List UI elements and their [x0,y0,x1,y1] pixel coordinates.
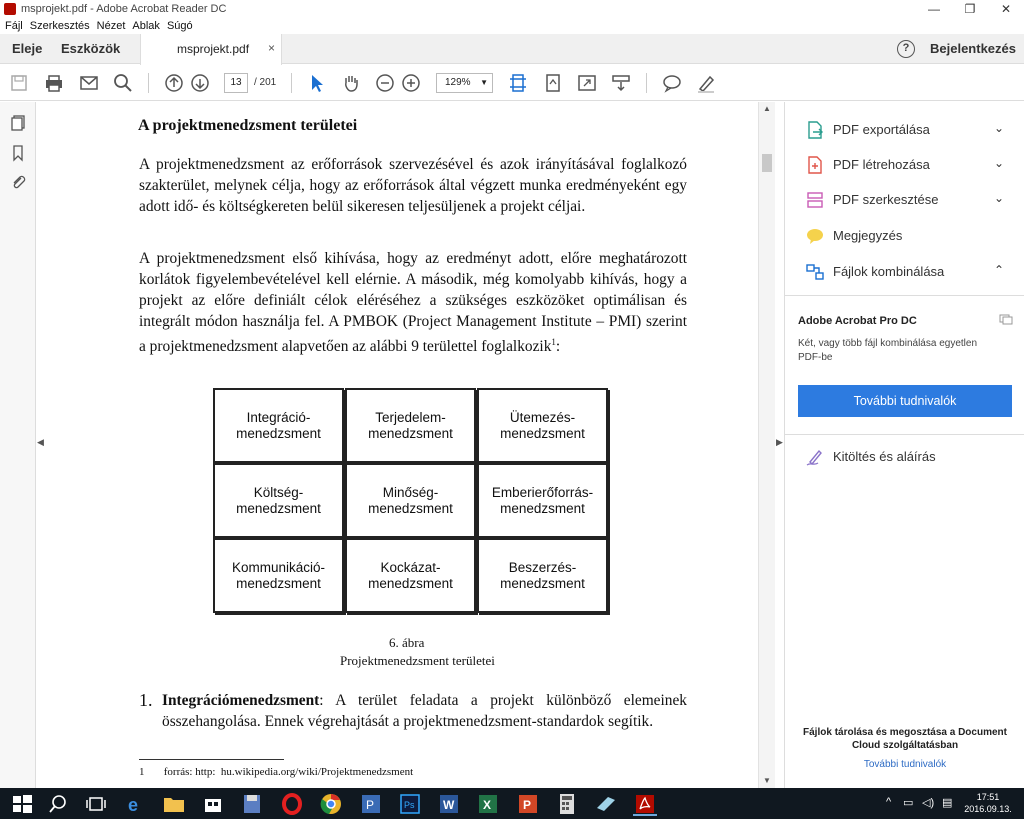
toolbar [0,65,1024,101]
svg-text:W: W [443,798,455,812]
scroll-thumb[interactable] [762,154,772,172]
document-viewer[interactable] [44,102,758,788]
help-icon[interactable]: ? [897,40,915,58]
fill-sign-item[interactable]: Kitöltés és aláírás [785,442,1024,472]
menu-file[interactable]: Fájl [5,20,23,32]
left-navigation-rail [0,102,36,788]
previous-page-icon[interactable] [163,72,185,94]
cloud-icon [999,313,1013,325]
scroll-up-icon[interactable]: ▲ [763,104,771,113]
task-view-icon[interactable] [84,792,108,816]
svg-text:P: P [523,798,532,812]
tools-pane [784,102,1024,788]
save-disk-app-icon[interactable] [240,792,264,816]
search-icon[interactable] [112,72,134,94]
calculator-icon[interactable] [555,792,579,816]
grid-cell: Kommunikáció- menedzsment [213,538,344,613]
create-pdf-icon [805,155,825,175]
zoom-value: 129% [445,77,471,88]
clock-date: 2016.09.13. [964,804,1012,814]
list-item-description: : A terület feladata a projekt különböző elemeinek összehangolása. Ennek végrehajtását a projektmenedzsment-standardok segítik. [162,692,687,730]
pro-title: Adobe Acrobat Pro DC [798,315,917,327]
tab-bar [0,34,1024,64]
zoom-in-icon[interactable] [400,72,422,94]
volume-icon[interactable]: ◁) [922,797,935,809]
title-bar [0,0,1024,18]
collapse-left-panel-icon[interactable]: ◀ [37,437,44,447]
grid-cell: Költség- menedzsment [213,463,344,538]
onenote-project-icon[interactable] [359,792,383,816]
tab-document[interactable] [140,34,282,65]
edit-pdf-item[interactable]: PDF szerkesztése ⌄ [785,185,1024,215]
page-number-input[interactable]: 13 [224,73,248,93]
attachment-icon[interactable] [9,173,27,191]
highlight-pen-icon[interactable] [695,72,717,94]
zoom-out-icon[interactable] [374,72,396,94]
network-icon[interactable]: ▭ [903,797,914,809]
pro-description: Két, vagy több fájl kombinálása egyetlen PDF-be [798,338,977,363]
combine-files-icon [805,262,825,282]
window-title: msprojekt.pdf - Adobe Acrobat Reader DC [21,3,227,15]
restore-button[interactable]: ❐ [964,2,976,16]
toolbar-divider [148,73,149,93]
store-icon[interactable] [201,792,225,816]
chevron-down-icon: ⌄ [994,156,1005,170]
export-pdf-item[interactable]: PDF exportálása ⌄ [785,115,1024,145]
svg-text:Ps: Ps [404,800,415,810]
toolbar-divider [646,73,647,93]
opera-icon[interactable] [280,792,304,816]
select-pointer-icon[interactable] [306,72,328,94]
learn-more-button[interactable]: További tudnivalók [798,385,1012,417]
login-button[interactable]: Bejelentkezés [930,41,1016,56]
word-icon[interactable] [437,792,461,816]
paragraph-2-end: : [555,338,561,356]
toolbar-divider [291,73,292,93]
chevron-up-icon: ⌃ [994,263,1005,277]
acrobat-app-icon [4,3,16,15]
comment-bubble-icon [805,226,825,246]
file-explorer-icon[interactable] [162,792,186,816]
knowledge-area-diagram [213,388,611,613]
export-pdf-icon [805,120,825,140]
grid-cell: Kockázat- menedzsment [345,538,476,613]
cloud-storage-promo: Fájlok tárolása és megosztása a Document Cloud szolgáltatásban [803,727,1007,751]
panel-divider [785,434,1024,435]
figure-caption: Projektmenedzsment területei [340,653,495,668]
section-heading: A projektmenedzsment területei [138,117,358,134]
scroll-mode-icon[interactable] [610,72,632,94]
tab-home[interactable]: Eleje [12,41,43,56]
grid-cell: Beszerzés- menedzsment [477,538,608,613]
grid-cell: Integráció- menedzsment [213,388,344,463]
excel-icon[interactable] [476,792,500,816]
zoom-select[interactable] [436,73,493,93]
photoshop-icon[interactable] [398,792,422,816]
next-page-icon[interactable] [189,72,211,94]
paragraph-2 [139,248,687,357]
svg-text:P: P [366,798,375,812]
acrobat-reader-icon[interactable] [633,792,657,816]
chevron-down-icon: ▼ [480,78,488,87]
svg-text:e: e [128,795,139,815]
bookmark-icon[interactable] [9,144,27,162]
fullscreen-icon[interactable] [576,72,598,94]
panel-divider [785,295,1024,296]
comment-icon[interactable] [661,72,683,94]
comment-item[interactable]: Megjegyzés [785,221,1024,251]
chrome-icon[interactable] [319,792,343,816]
menu-view[interactable]: Nézet [96,20,126,32]
taskbar-clock[interactable] [962,791,1014,815]
grid-cell: Ütemezés- menedzsment [477,388,608,463]
create-pdf-item[interactable]: PDF létrehozása ⌄ [785,150,1024,180]
paragraph-2-text: A projektmenedzsment első kihívása, hogy az eredményt adott, előre meghatározott korlátok figyelembevételével kell elérnie. A második, még komolyabb kihívás, hogy a projekt az előre definiált célok eléréséhez a szükséges eszközöket optimálisan és integrált módon használja fel. A PMBOK (Project Management Institute – PMI) szerint a projektmenedzsment alapvetően az alábbi 9 területtel foglalkozik [139,250,687,356]
fill-sign-pen-icon [805,447,825,467]
chevron-down-icon: ⌄ [994,121,1005,135]
page-total: / 201 [254,77,277,88]
grid-cell: Emberierőforrás- menedzsment [477,463,608,538]
show-hidden-icons-icon[interactable]: ^ [886,796,892,808]
windows-start-icon[interactable] [10,792,34,816]
clock-time: 17:51 [976,792,1000,802]
page-view-icon[interactable] [507,72,529,94]
cloud-learn-more-link[interactable]: További tudnivalók [863,759,947,770]
notification-icon[interactable]: ▤ [942,797,953,809]
edge-browser-icon[interactable] [123,792,147,816]
collapse-right-panel-icon[interactable]: ▶ [776,437,783,447]
menu-bar [0,18,1024,34]
figure-number: 6. ábra [389,635,425,650]
footnote-marker: 1 [551,337,556,347]
windows-taskbar [0,788,1024,819]
rotate-icon[interactable] [542,72,564,94]
grid-cell: Minőség- menedzsment [345,463,476,538]
list-number: 1. [139,690,153,710]
search-icon[interactable] [46,792,70,816]
svg-text:X: X [483,798,492,812]
tab-tools[interactable]: Eszközök [61,41,121,56]
list-item-term: Integrációmenedzsment [162,692,320,709]
footnote: 1 forrás: http: hu.wikipedia.org/wiki/Projektmenedzsment [139,766,414,778]
powerpoint-icon[interactable] [516,792,540,816]
hand-tool-icon[interactable] [340,72,362,94]
edit-pdf-icon [805,190,825,210]
menu-window[interactable]: Ablak [132,20,160,32]
window-controls [916,0,1024,18]
document-scrollbar[interactable] [758,102,775,788]
email-icon[interactable] [78,72,100,94]
minimize-button[interactable]: — [928,2,940,16]
paragraph-1: A projektmenedzsment az erőforrások szervezésével és azok irányításával foglalkozó szakterület, melynek célja, hogy az erőforrások által végzett munka eredményeként egy adott idő- és költségkereten belül sikeresen teljesüljenek a projekt céljai. [139,156,687,215]
save-icon[interactable] [8,72,30,94]
menu-edit[interactable]: Szerkesztés [29,20,90,32]
close-tab-icon[interactable]: × [267,41,275,55]
scroll-down-icon[interactable]: ▼ [763,776,771,785]
print-icon[interactable] [43,72,65,94]
page-thumbnails-icon[interactable] [9,114,27,132]
list-item-text [162,690,687,732]
combine-files-item[interactable]: Fájlok kombinálása ⌃ [785,257,1024,287]
grid-cell: Terjedelem- menedzsment [345,388,476,463]
chevron-down-icon: ⌄ [994,191,1005,205]
tab-document-label: msprojekt.pdf [177,42,250,56]
footnote-divider [139,759,284,760]
snipping-tool-icon[interactable] [594,792,618,816]
menu-help[interactable]: Súgó [166,20,193,32]
close-window-button[interactable]: ✕ [1000,2,1012,16]
pdf-page [44,102,758,788]
